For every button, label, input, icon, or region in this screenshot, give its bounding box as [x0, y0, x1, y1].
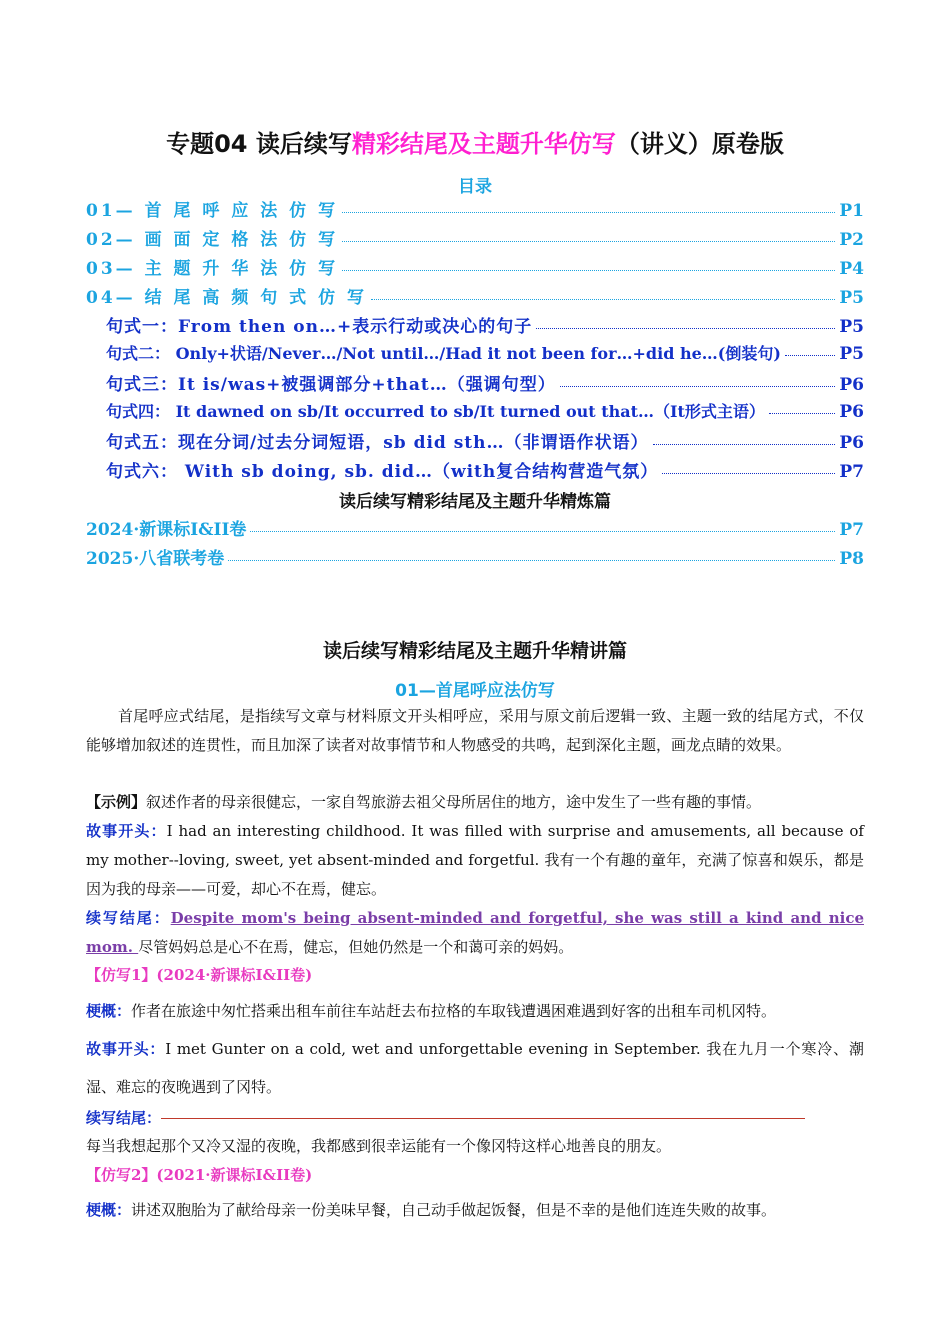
toc-sub-page: P6 — [839, 402, 864, 422]
toc-leader — [536, 328, 835, 329]
toc-entry-03[interactable] — [86, 254, 864, 280]
toc-sub-label: 句式一：From then on…+表示行动或决心的句子 — [106, 317, 533, 337]
imitation1-label: 【仿写1】(2024·新课标I&II卷) — [86, 966, 313, 984]
title-prefix: 专题04 读后续写 — [166, 130, 352, 158]
imitation1-ending-cn: 每当我想起那个又冷又湿的夜晚，我都感到很幸运能有一个像冈特这样心地善良的朋友。 — [86, 1137, 672, 1155]
toc-practice-label: 2024·新课标I&II卷 — [86, 520, 247, 540]
toc-sub-page: P6 — [839, 375, 864, 395]
toc-sub-entry-6[interactable] — [106, 457, 864, 483]
toc-entry-label: 01— 首 尾 呼 应 法 仿 写 — [86, 201, 339, 221]
toc-entry-page: P4 — [839, 259, 864, 279]
ending-paragraph — [86, 904, 864, 962]
imitation1-summary-label: 梗概： — [86, 1002, 132, 1020]
toc-practice-entry-1[interactable] — [86, 515, 864, 541]
toc-sub-page: P7 — [839, 462, 864, 482]
imitation1-summary-text: 作者在旅途中匆忙搭乘出租车前往车站赶去布拉格的车取钱遭遇困难遇到好客的出租车司机冈特。 — [131, 1002, 777, 1020]
imitation1-story-start-label: 故事开头： — [86, 1040, 166, 1058]
imitation1-summary — [86, 997, 864, 1026]
toc-sub-label: 句式二： Only+状语/Never…/Not until…/Had it not been for…+did he…(倒装句) — [106, 344, 781, 363]
toc-leader — [342, 212, 835, 213]
ending-english: Despite mom's being absent-minded and forgetful, she was still a kind and nice mom. — [86, 909, 864, 956]
toc-sub-label: 句式四： It dawned on sb/It occurred to sb/It turned out that…（It形式主语） — [106, 402, 765, 421]
section-heading: 读后续写精彩结尾及主题升华精讲篇 — [322, 640, 627, 662]
toc-entry-label: 02— 画 面 定 格 法 仿 写 — [86, 230, 339, 250]
imitation2-summary-label: 梗概： — [86, 1201, 132, 1219]
document-title — [0, 124, 950, 159]
toc-entry-page: P1 — [839, 201, 864, 221]
title-highlight: 精彩结尾及主题升华仿写 — [351, 130, 616, 158]
toc-leader — [653, 444, 836, 445]
title-suffix: （讲义）原卷版 — [615, 130, 784, 158]
toc-entry-01[interactable] — [86, 196, 864, 222]
imitation1-story-start-text: I met Gunter on a cold, wet and unforgettable evening in September. 我在九月一个寒冷、潮湿、难忘的夜晚遇到了冈特。 — [86, 1040, 864, 1096]
toc-entry-04[interactable] — [86, 283, 864, 309]
intro-paragraph: 首尾呼应式结尾，是指续写文章与材料原文开头相呼应，采用与原文前后逻辑一致、主题一致的结尾方式，不仅能够增加叙述的连贯性，而且加深了读者对故事情节和人物感受的共鸣，起到深化主题，画龙点睛的效果。 — [86, 707, 864, 754]
toc-sub-label: 句式三：It is/was+被强调部分+that…（强调句型） — [106, 375, 556, 395]
toc-leader — [785, 355, 835, 356]
imitation2-summary — [86, 1196, 864, 1225]
imitation1-story-start — [86, 1030, 864, 1106]
toc-leader — [371, 299, 835, 300]
toc-sub-page: P5 — [839, 344, 864, 364]
toc-sub-entry-3[interactable] — [106, 370, 864, 396]
toc-heading: 目录 — [458, 177, 492, 197]
practice-heading: 读后续写精彩结尾及主题升华精炼篇 — [339, 492, 611, 512]
imitation2-label: 【仿写2】(2021·新课标I&II卷) — [86, 1166, 313, 1184]
toc-entry-label: 03— 主 题 升 华 法 仿 写 — [86, 259, 339, 279]
example-text: 叙述作者的母亲很健忘，一家自驾旅游去祖父母所居住的地方，途中发生了一些有趣的事情。 — [146, 793, 762, 811]
toc-sub-entry-5[interactable] — [106, 428, 864, 454]
toc-leader — [250, 531, 835, 532]
toc-practice-label: 2025·八省联考卷 — [86, 549, 225, 569]
toc-entry-02[interactable] — [86, 225, 864, 251]
example-label: 【示例】 — [86, 793, 147, 811]
toc-sub-entry-1[interactable] — [106, 312, 864, 338]
toc-entry-page: P5 — [839, 288, 864, 308]
example-paragraph — [86, 788, 864, 817]
story-start-text: I had an interesting childhood. It was filled with surprise and amusements, all because of my mother--loving, sweet, yet absent-minded and forgetful. 我有一个有趣的童年，充满了惊喜和娱乐，都是因为我的母亲——可爱，却心不在焉，健忘。 — [86, 822, 864, 898]
toc-leader — [342, 270, 835, 271]
toc-leader — [342, 241, 835, 242]
toc-entry-page: P2 — [839, 230, 864, 250]
story-start-label: 故事开头： — [86, 822, 167, 840]
toc-practice-page: P8 — [839, 549, 864, 569]
toc-sub-label: 句式五：现在分词/过去分词短语，sb did sth…（非谓语作状语） — [106, 433, 649, 453]
answer-blank-line[interactable] — [161, 1118, 805, 1119]
toc-practice-entry-2[interactable] — [86, 544, 864, 570]
toc-leader — [228, 560, 835, 561]
toc-sub-page: P5 — [839, 317, 864, 337]
story-start-paragraph — [86, 817, 864, 904]
toc-entry-label: 04— 结 尾 高 频 句 式 仿 写 — [86, 288, 368, 308]
imitation1-ending — [86, 1104, 864, 1133]
toc-leader — [560, 386, 836, 387]
toc-sub-label: 句式六： With sb doing, sb. did…（with复合结构营造气氛） — [106, 462, 659, 482]
toc-sub-page: P6 — [839, 433, 864, 453]
section-subheading: 01—首尾呼应法仿写 — [395, 681, 555, 701]
imitation2-summary-text: 讲述双胞胎为了献给母亲一份美味早餐，自己动手做起饭餐，但是不幸的是他们连连失败的故事。 — [131, 1201, 777, 1219]
ending-chinese: 尽管妈妈总是心不在焉，健忘，但她仍然是一个和蔼可亲的妈妈。 — [138, 938, 574, 956]
imitation1-ending-label: 续写结尾： — [86, 1109, 162, 1127]
toc-practice-page: P7 — [839, 520, 864, 540]
toc-sub-entry-2[interactable] — [106, 341, 864, 367]
toc-sub-entry-4[interactable] — [106, 399, 864, 425]
toc-leader — [662, 473, 835, 474]
toc-leader — [769, 413, 835, 414]
ending-label: 续写结尾： — [86, 909, 171, 927]
